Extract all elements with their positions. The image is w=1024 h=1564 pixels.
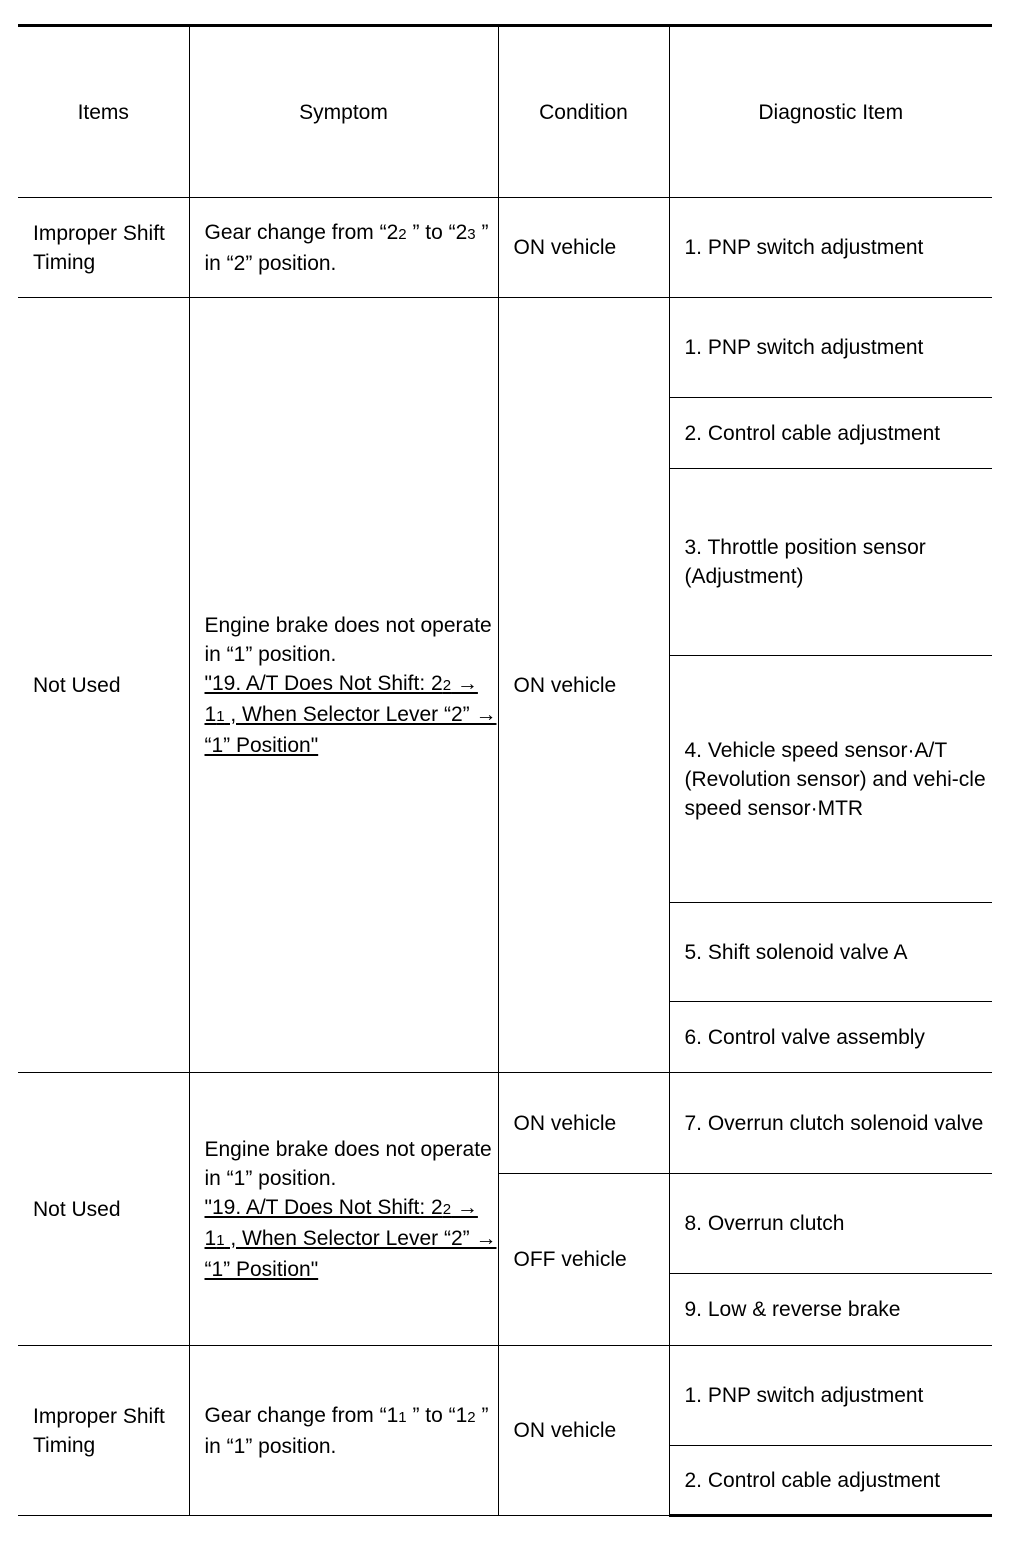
table-row	[18, 298, 992, 398]
diagnostic-cell: 1. PNP switch adjustment	[669, 198, 992, 298]
diagnosis-table	[18, 24, 992, 1517]
table-row	[18, 1346, 992, 1446]
diagnostic-cell: 3. Throttle position sensor (Adjustment)	[669, 469, 992, 656]
condition-cell: ON vehicle	[498, 198, 669, 298]
item-cell: Not Used	[18, 1073, 189, 1346]
diagnostic-cell: 4. Vehicle speed sensor·A/T (Revolution sensor) and vehi-cle speed sensor·MTR	[669, 656, 992, 903]
diagnostic-cell: 7. Overrun clutch solenoid valve	[669, 1073, 992, 1174]
condition-cell: OFF vehicle	[498, 1174, 669, 1346]
table-row	[18, 198, 992, 298]
header-symptom: Symptom	[189, 26, 498, 198]
diagnostic-cell: 8. Overrun clutch	[669, 1174, 992, 1274]
symptom-cell: Engine brake does not operate in “1” position. "19. A/T Does Not Shift: 22 → 11 , When Selector Lever “2” → “1” Position"	[189, 298, 498, 1073]
diagnostic-cell: 1. PNP switch adjustment	[669, 298, 992, 398]
header-diagnostic-item: Diagnostic Item	[669, 26, 992, 198]
item-cell: Improper Shift Timing	[18, 1346, 189, 1516]
reference-link[interactable]: "19. A/T Does Not Shift: 22 → 11 , When Selector Lever “2” → “1” Position"	[204, 671, 497, 757]
diagnostic-cell: 6. Control valve assembly	[669, 1002, 992, 1073]
symptom-cell: Gear change from “22 ” to “23 ” in “2” position.	[189, 198, 498, 298]
condition-cell: ON vehicle	[498, 1346, 669, 1516]
header-items: Items	[18, 26, 189, 198]
reference-link[interactable]: "19. A/T Does Not Shift: 22 → 11 , When Selector Lever “2” → “1” Position"	[204, 1195, 497, 1281]
header-row	[18, 26, 992, 198]
diagnostic-cell: 1. PNP switch adjustment	[669, 1346, 992, 1446]
diagnostic-cell: 2. Control cable adjustment	[669, 1446, 992, 1516]
item-cell: Not Used	[18, 298, 189, 1073]
diagnostic-cell: 9. Low & reverse brake	[669, 1274, 992, 1346]
symptom-cell: Gear change from “11 ” to “12 ” in “1” position.	[189, 1346, 498, 1516]
symptom-cell: Engine brake does not operate in “1” position. "19. A/T Does Not Shift: 22 → 11 , When Selector Lever “2” → “1” Position"	[189, 1073, 498, 1346]
condition-cell: ON vehicle	[498, 1073, 669, 1174]
diagnostic-cell: 2. Control cable adjustment	[669, 398, 992, 469]
item-cell: Improper Shift Timing	[18, 198, 189, 298]
header-condition: Condition	[498, 26, 669, 198]
condition-cell: ON vehicle	[498, 298, 669, 1073]
diagnostic-cell: 5. Shift solenoid valve A	[669, 903, 992, 1002]
table-row	[18, 1073, 992, 1174]
